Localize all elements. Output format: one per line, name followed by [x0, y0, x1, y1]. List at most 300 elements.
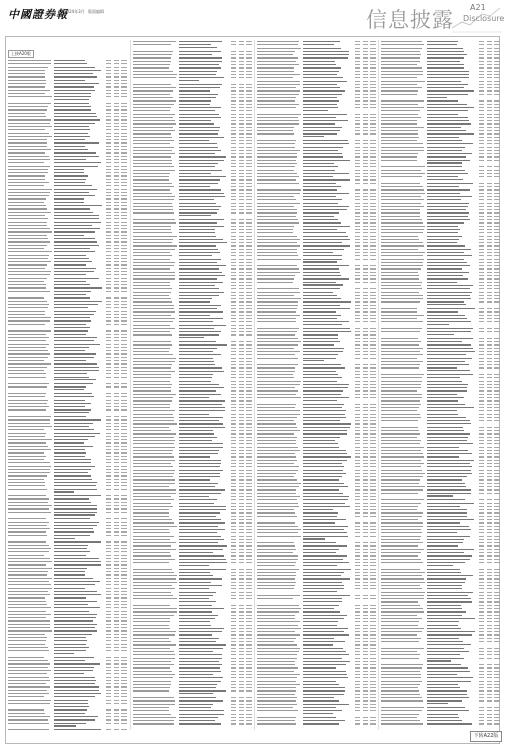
row-value	[114, 531, 119, 532]
row-fund-name	[257, 526, 298, 527]
row-security-name	[54, 109, 91, 110]
row-value	[363, 123, 368, 124]
row-value	[231, 364, 236, 365]
row-value	[494, 684, 500, 685]
row-value	[246, 532, 252, 533]
row-security-name	[54, 578, 93, 579]
row-value	[363, 476, 368, 477]
row-fund-name	[381, 222, 423, 223]
row-fund-name	[257, 41, 299, 42]
row-value	[246, 463, 252, 464]
row-value	[494, 64, 500, 65]
row-value	[239, 361, 244, 362]
row-value	[231, 588, 236, 589]
row-security-name	[54, 307, 88, 308]
row-value	[355, 150, 360, 151]
row-value	[479, 186, 484, 187]
row-value	[355, 634, 360, 635]
row-value	[106, 149, 111, 150]
row-fund-name	[133, 723, 174, 724]
row-security-name	[427, 252, 464, 253]
row-value	[355, 450, 360, 451]
row-fund-name	[8, 139, 47, 140]
row-security-name	[179, 364, 215, 365]
row-value	[494, 110, 500, 111]
row-fund-name	[8, 456, 46, 457]
row-fund-name	[8, 251, 52, 252]
row-value	[239, 499, 244, 500]
row-fund-name	[133, 285, 170, 286]
row-value	[121, 271, 127, 272]
row-value	[363, 183, 368, 184]
row-value	[246, 183, 252, 184]
row-value	[479, 529, 484, 530]
row-value	[239, 697, 244, 698]
row-value	[479, 358, 484, 359]
row-value	[246, 259, 252, 260]
row-value	[487, 77, 492, 78]
row-value	[479, 447, 484, 448]
row-value	[487, 585, 492, 586]
row-fund-name	[8, 235, 47, 236]
row-value	[494, 331, 500, 332]
row-value	[370, 615, 376, 616]
row-value	[114, 231, 119, 232]
row-fund-name	[257, 364, 298, 365]
row-value	[479, 364, 484, 365]
row-value	[231, 160, 236, 161]
row-fund-name	[257, 479, 297, 480]
row-value	[479, 486, 484, 487]
row-value	[246, 354, 252, 355]
row-fund-name	[8, 617, 46, 618]
row-value	[121, 436, 127, 437]
row-value	[479, 611, 484, 612]
row-security-name	[303, 94, 342, 95]
row-value	[246, 104, 252, 105]
row-fund-name	[257, 575, 296, 576]
row-value	[106, 189, 111, 190]
row-security-name	[303, 503, 345, 504]
row-value	[239, 555, 244, 556]
row-value	[494, 275, 500, 276]
row-security-name	[303, 605, 339, 606]
row-security-name	[179, 371, 224, 372]
row-value	[239, 634, 244, 635]
row-value	[106, 156, 111, 157]
row-value	[355, 611, 360, 612]
row-value	[487, 460, 492, 461]
row-security-name	[54, 86, 94, 87]
row-fund-name	[257, 447, 298, 448]
row-value	[239, 503, 244, 504]
row-value	[487, 578, 492, 579]
row-value	[494, 71, 500, 72]
row-value	[114, 90, 119, 91]
row-security-name	[179, 288, 219, 289]
row-fund-name	[381, 470, 422, 471]
row-value	[246, 140, 252, 141]
row-value	[370, 638, 376, 639]
row-value	[246, 249, 252, 250]
row-value	[246, 262, 252, 263]
row-fund-name	[257, 707, 293, 708]
row-value	[370, 130, 376, 131]
row-security-name	[54, 729, 101, 730]
row-security-name	[54, 373, 87, 374]
row-security-name	[179, 456, 210, 457]
row-fund-name	[381, 239, 419, 240]
row-value	[370, 588, 376, 589]
row-security-name	[54, 604, 88, 605]
row-security-name	[54, 611, 89, 612]
row-value	[363, 51, 368, 52]
row-fund-name	[133, 582, 177, 583]
row-value	[487, 245, 492, 246]
row-value	[494, 694, 500, 695]
row-fund-name	[257, 585, 295, 586]
row-value	[479, 232, 484, 233]
row-value	[246, 265, 252, 266]
row-fund-name	[8, 123, 50, 124]
row-security-name	[427, 249, 471, 250]
row-value	[479, 479, 484, 480]
row-value	[355, 222, 360, 223]
row-value	[114, 713, 119, 714]
row-value	[121, 251, 127, 252]
row-value	[355, 697, 360, 698]
row-security-name	[427, 176, 458, 177]
row-value	[479, 522, 484, 523]
row-value	[239, 483, 244, 484]
row-value	[370, 526, 376, 527]
row-value	[231, 542, 236, 543]
row-fund-name	[381, 404, 421, 405]
row-security-name	[303, 542, 336, 543]
row-value	[487, 466, 492, 467]
row-value	[494, 57, 500, 58]
row-security-name	[54, 113, 96, 114]
row-value	[231, 460, 236, 461]
row-value	[479, 183, 484, 184]
row-value	[370, 644, 376, 645]
row-value	[231, 278, 236, 279]
row-security-name	[54, 686, 99, 687]
row-value	[239, 473, 244, 474]
row-fund-name	[257, 87, 296, 88]
row-security-name	[54, 591, 97, 592]
row-security-name	[427, 684, 458, 685]
row-fund-name	[381, 193, 425, 194]
row-value	[106, 657, 111, 658]
row-value	[121, 469, 127, 470]
row-fund-name	[8, 103, 51, 104]
row-security-name	[427, 601, 472, 602]
row-value	[494, 585, 500, 586]
row-value	[355, 318, 360, 319]
row-value	[246, 176, 252, 177]
row-security-name	[179, 618, 215, 619]
row-value	[487, 592, 492, 593]
row-security-name	[54, 508, 97, 509]
row-security-name	[54, 663, 100, 664]
row-fund-name	[257, 265, 297, 266]
row-value	[494, 344, 500, 345]
row-value	[355, 460, 360, 461]
row-value	[479, 216, 484, 217]
row-security-name	[303, 84, 337, 85]
row-value	[494, 519, 500, 520]
row-value	[355, 344, 360, 345]
row-fund-name	[381, 110, 420, 111]
row-value	[114, 650, 119, 651]
row-value	[106, 162, 111, 163]
row-value	[479, 212, 484, 213]
row-value	[121, 149, 127, 150]
row-security-name	[303, 625, 337, 626]
row-security-name	[427, 232, 458, 233]
row-security-name	[179, 690, 226, 691]
row-fund-name	[133, 450, 173, 451]
row-value	[231, 453, 236, 454]
row-fund-name	[381, 410, 417, 411]
row-fund-name	[133, 74, 177, 75]
row-value	[121, 502, 127, 503]
row-value	[114, 195, 119, 196]
row-security-name-wrap	[54, 538, 75, 539]
row-fund-name	[257, 381, 301, 382]
row-value	[239, 321, 244, 322]
row-fund-name	[133, 117, 173, 118]
row-value	[363, 493, 368, 494]
row-fund-name	[257, 308, 297, 309]
row-value	[355, 479, 360, 480]
row-value	[114, 268, 119, 269]
row-value	[370, 77, 376, 78]
row-fund-name	[381, 601, 418, 602]
table-row	[380, 699, 500, 706]
row-value	[355, 552, 360, 553]
row-fund-name	[257, 48, 301, 49]
row-fund-name	[257, 394, 296, 395]
row-value	[479, 377, 484, 378]
row-value	[479, 450, 484, 451]
row-security-name	[54, 485, 96, 486]
row-value	[114, 248, 119, 249]
row-fund-name	[257, 542, 294, 543]
row-fund-name	[257, 450, 300, 451]
row-value	[370, 631, 376, 632]
row-security-name	[303, 447, 339, 448]
row-value	[106, 274, 111, 275]
row-security-name-wrap	[427, 565, 453, 566]
row-value	[114, 548, 119, 549]
row-value	[231, 381, 236, 382]
row-value	[106, 660, 111, 661]
row-value	[239, 331, 244, 332]
row-value	[246, 437, 252, 438]
row-value	[355, 259, 360, 260]
row-security-name	[179, 582, 211, 583]
row-value	[487, 664, 492, 665]
table-row	[256, 515, 376, 522]
row-value	[239, 288, 244, 289]
row-fund-name	[133, 206, 173, 207]
row-value	[114, 357, 119, 358]
row-value	[363, 117, 368, 118]
row-security-name	[179, 153, 215, 154]
row-value	[114, 162, 119, 163]
row-fund-name	[257, 170, 294, 171]
row-fund-name	[133, 123, 176, 124]
row-fund-name	[133, 496, 171, 497]
row-security-name	[427, 51, 464, 52]
row-value	[114, 274, 119, 275]
row-fund-name	[257, 578, 295, 579]
row-value	[487, 420, 492, 421]
row-security-name-wrap	[303, 186, 341, 187]
row-value	[363, 611, 368, 612]
row-value	[239, 707, 244, 708]
row-value	[370, 338, 376, 339]
row-security-name	[427, 321, 471, 322]
row-security-name	[179, 704, 213, 705]
row-value	[355, 351, 360, 352]
row-value	[246, 516, 252, 517]
row-value	[487, 486, 492, 487]
row-value	[239, 242, 244, 243]
row-fund-name	[8, 551, 49, 552]
row-value	[114, 419, 119, 420]
row-security-name	[427, 193, 460, 194]
row-value	[239, 334, 244, 335]
row-value	[370, 595, 376, 596]
row-security-name	[179, 473, 220, 474]
row-security-name	[303, 212, 339, 213]
row-value	[246, 371, 252, 372]
row-value	[355, 242, 360, 243]
row-security-name	[179, 374, 213, 375]
row-value	[370, 81, 376, 82]
row-fund-name	[133, 54, 172, 55]
row-value	[494, 321, 500, 322]
row-value	[370, 404, 376, 405]
row-value	[494, 723, 500, 724]
row-fund-name	[133, 559, 175, 560]
row-security-name	[427, 242, 457, 243]
table-row	[256, 281, 376, 288]
row-value	[355, 384, 360, 385]
row-security-name	[54, 370, 99, 371]
row-value	[246, 427, 252, 428]
row-fund-name	[381, 74, 423, 75]
row-value	[121, 426, 127, 427]
row-value	[370, 67, 376, 68]
row-fund-name	[8, 426, 52, 427]
row-value	[231, 348, 236, 349]
row-security-name	[303, 371, 336, 372]
row-value	[114, 673, 119, 674]
row-value	[370, 489, 376, 490]
row-security-name	[179, 714, 224, 715]
row-value	[106, 363, 111, 364]
row-value	[370, 394, 376, 395]
row-value	[114, 644, 119, 645]
row-security-name	[54, 304, 98, 305]
row-fund-name	[8, 67, 48, 68]
row-value	[363, 203, 368, 204]
row-value	[370, 499, 376, 500]
row-value	[246, 226, 252, 227]
row-value	[231, 559, 236, 560]
row-value	[370, 384, 376, 385]
row-security-name	[179, 503, 214, 504]
row-value	[106, 93, 111, 94]
row-value	[355, 661, 360, 662]
row-value	[363, 598, 368, 599]
row-value	[114, 505, 119, 506]
row-fund-name	[381, 143, 423, 144]
row-fund-name	[8, 588, 52, 589]
row-value	[114, 241, 119, 242]
row-value	[231, 410, 236, 411]
row-value	[239, 545, 244, 546]
row-value	[494, 338, 500, 339]
row-value	[114, 156, 119, 157]
row-value	[121, 76, 127, 77]
row-value	[239, 71, 244, 72]
row-value	[121, 297, 127, 298]
row-value	[479, 717, 484, 718]
row-value	[239, 539, 244, 540]
row-security-name	[54, 301, 102, 302]
row-value	[494, 374, 500, 375]
row-fund-name	[257, 358, 298, 359]
row-value	[479, 104, 484, 105]
row-value	[239, 644, 244, 645]
row-security-name	[303, 259, 342, 260]
row-value	[239, 232, 244, 233]
row-value	[370, 628, 376, 629]
row-value	[114, 482, 119, 483]
row-fund-name	[8, 73, 45, 74]
row-value	[370, 334, 376, 335]
row-security-name	[303, 117, 336, 118]
row-fund-name	[133, 301, 172, 302]
row-security-name	[179, 107, 221, 108]
row-value	[355, 677, 360, 678]
row-fund-name	[381, 433, 420, 434]
row-value	[239, 466, 244, 467]
row-security-name	[303, 572, 344, 573]
row-value	[114, 670, 119, 671]
row-value	[363, 634, 368, 635]
row-value	[479, 278, 484, 279]
row-value	[494, 315, 500, 316]
row-security-name	[54, 63, 87, 64]
row-fund-name	[8, 647, 48, 648]
row-value	[370, 578, 376, 579]
row-value	[246, 417, 252, 418]
row-fund-name	[257, 430, 300, 431]
row-value	[231, 186, 236, 187]
row-value	[355, 658, 360, 659]
row-value	[106, 620, 111, 621]
row-value	[114, 73, 119, 74]
row-value	[231, 423, 236, 424]
row-value	[121, 228, 127, 229]
row-value	[231, 499, 236, 500]
